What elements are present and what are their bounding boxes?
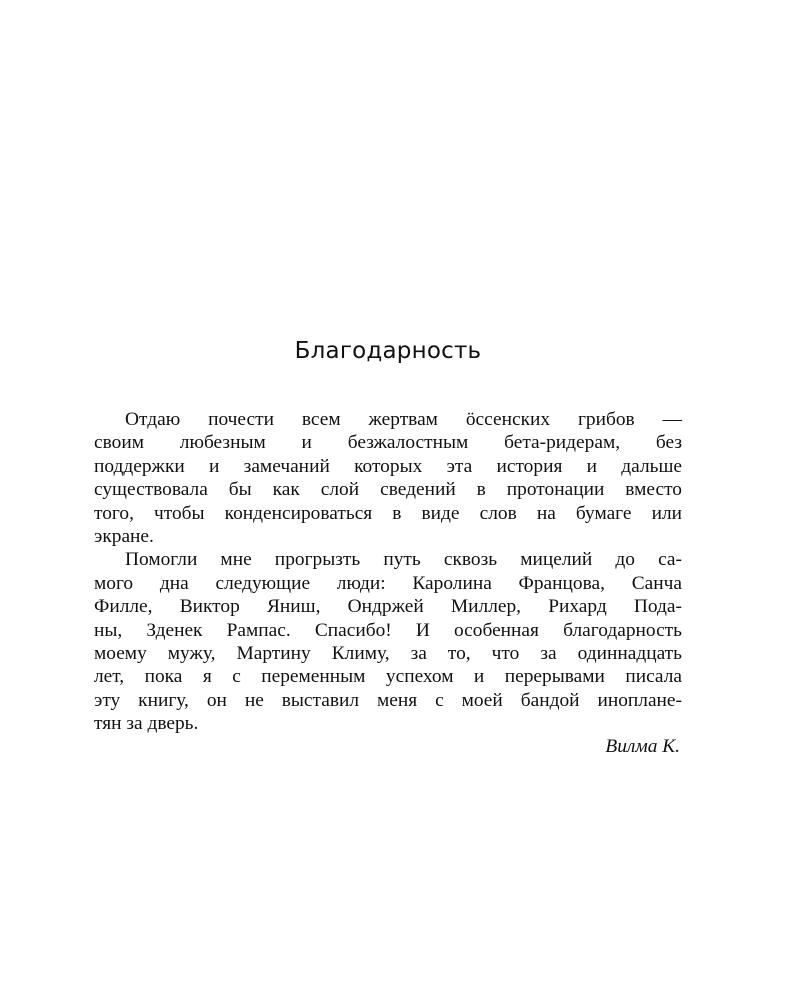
- text-line: поддержки и замечаний которых эта история и дальше: [94, 455, 682, 477]
- text-line: Помогли мне прогрызть путь сквозь мицелий до са-: [125, 549, 682, 571]
- text-line: моему мужу, Мартину Климу, за то, что за одиннадцать: [94, 642, 682, 664]
- text-line: того, чтобы конденсироваться в виде слов на бумаге или: [94, 502, 682, 524]
- text-line: лет, пока я с переменным успехом и перерывами писала: [94, 666, 682, 688]
- paragraph-2: [94, 548, 682, 735]
- body-text: [94, 408, 682, 759]
- paragraph-1: [94, 408, 682, 548]
- text-line: Отдаю почести всем жертвам ӧссенских грибов —: [125, 409, 682, 430]
- text-line: мого дна следующие люди: Каролина Францова, Санча: [94, 572, 682, 594]
- text-line: тян за дверь.: [94, 713, 199, 735]
- text-line: эту книгу, он не выставил меня с моей бандой иноплане-: [94, 689, 682, 711]
- text-line: Филле, Виктор Яниш, Ондржей Миллер, Рихард Пода-: [94, 596, 682, 618]
- page-title: Благодарность: [294, 338, 482, 364]
- text-line: существовала бы как слой сведений в протонации вместо: [94, 479, 682, 501]
- text-line: ны, Зденек Рампас. Спасибо! И особенная благодарность: [94, 619, 682, 641]
- text-line: своим любезным и безжалостным бета-ридерам, без: [94, 432, 682, 454]
- text-line: экране.: [94, 525, 154, 547]
- author-signature: Вилма К.: [605, 736, 680, 758]
